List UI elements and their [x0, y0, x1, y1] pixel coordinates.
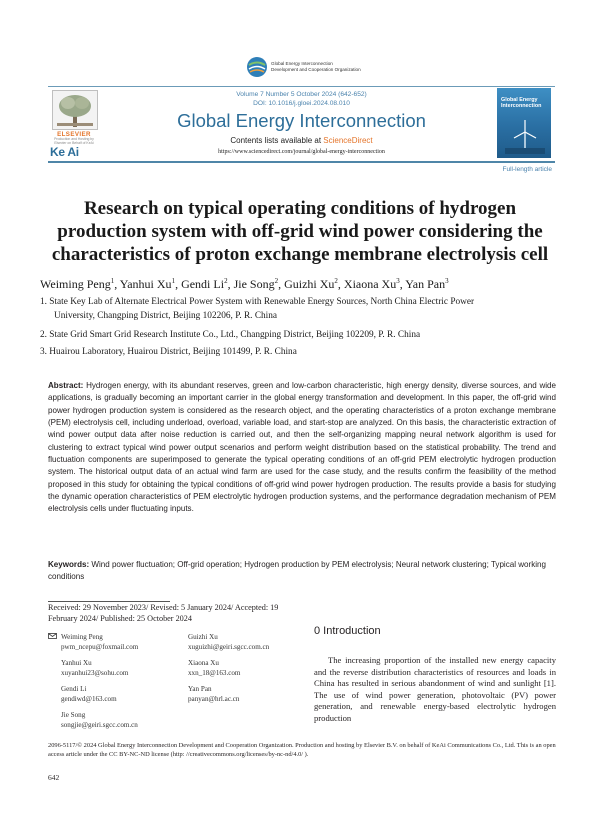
cover-title: Global Energy Interconnection — [501, 97, 542, 109]
contact-email[interactable]: xxn_18@163.com — [188, 669, 241, 677]
doi-line[interactable]: DOI: 10.1016/j.gloei.2024.08.010 — [253, 99, 350, 107]
header-bottom-rule — [48, 161, 555, 163]
author-affiliation-marker: 2 — [274, 277, 279, 285]
page-number: 642 — [48, 773, 60, 782]
contact-entry — [188, 632, 269, 652]
contents-available — [110, 136, 493, 145]
author-name: Yanhui Xu — [119, 277, 172, 291]
author-affiliation-marker: 3 — [445, 277, 449, 285]
elsevier-tree-icon — [52, 90, 98, 130]
contact-email[interactable]: xuyanhui23@sohu.com — [61, 669, 129, 677]
abstract-label: Abstract: — [48, 381, 84, 390]
affiliation-1 — [40, 296, 560, 323]
article-type: Full-length article — [502, 166, 552, 173]
contents-prefix: Contents lists available at — [230, 136, 324, 145]
contact-entry — [188, 684, 239, 704]
journal-cover-image — [497, 88, 551, 158]
contact-entry — [61, 684, 117, 704]
contact-email[interactable]: panyan@hrl.ac.cn — [188, 695, 240, 703]
keywords — [48, 559, 556, 584]
contact-entry — [61, 710, 138, 730]
author-affiliation-marker: 3 — [396, 277, 400, 285]
contact-name: Yanhui Xu — [61, 659, 92, 667]
author-affiliation-marker: 1 — [110, 277, 115, 285]
affiliation-1-line2: University, Changping District, Beijing 102206, P. R. China — [54, 310, 278, 321]
publication-dates: Received: 29 November 2023/ Revised: 5 January 2024/ Accepted: 19 February 2024/ Published: 25 October 2024 — [48, 603, 279, 623]
contact-name: Gendi Li — [61, 685, 87, 693]
author-name: Yan Pan — [405, 277, 446, 291]
contact-email[interactable]: xuguizhi@geiri.sgcc.com.cn — [188, 643, 270, 651]
author-name: Jie Song — [233, 277, 275, 291]
contact-name: Yan Pan — [188, 685, 212, 693]
keywords-label: Keywords: — [48, 560, 90, 569]
section-heading-introduction: 0 Introduction — [314, 625, 381, 637]
footnote-rule — [48, 601, 170, 602]
affiliation-1-line1: 1. State Key Lab of Alternate Electrical Power System with Renewable Energy Sources, North China Electric Power — [40, 297, 475, 307]
author-affiliation-marker: 2 — [224, 277, 228, 285]
license-notice: 2096-5117/© 2024 Global Energy Interconnection Development and Cooperation Organization. Production and hosting by Elsevier B.V. on behalf of KeAi Communications Co., Ltd. This is an open access article under the CC BY-NC-ND license (http: //creativecommons.org/licenses/by-nc-nd/4.0/ ). — [48, 742, 556, 758]
keai-logo: Ke Ai — [50, 145, 79, 159]
author-affiliation-marker: 2 — [334, 277, 338, 285]
journal-title: Global Energy Interconnection — [177, 110, 426, 131]
article-title: Research on typical operating conditions of hydrogen production system with off-grid wind power considering the characteristics of proton exchange membrane electrolysis cell — [51, 198, 549, 265]
contact-name: Guizhi Xu — [188, 633, 218, 641]
org-name-line2: Development and Cooperation Organization — [271, 67, 361, 72]
volume-line: Volume 7 Number 5 October 2024 (642-652) — [236, 91, 367, 98]
mail-icon — [48, 633, 57, 639]
elsevier-tagline: Production and Hosting by Elsevier on Behalf of KeAi — [54, 137, 94, 145]
wind-turbine-icon — [505, 118, 545, 154]
contact-email[interactable]: gendiwd@163.com — [61, 695, 117, 703]
contact-name: Weiming Peng — [61, 633, 103, 641]
contact-entry — [61, 632, 138, 652]
header-top-rule — [48, 86, 555, 87]
author-name: Guizhi Xu — [284, 277, 335, 291]
affiliation-3: 3. Huairou Laboratory, Huairou District, Beijing 101499, P. R. China — [40, 347, 297, 357]
journal-url[interactable]: https://www.sciencedirect.com/journal/global-energy-interconnection — [218, 149, 385, 155]
contact-entry — [188, 658, 240, 678]
author-list: Weiming Peng$^1$, Yanhui Xu$^1$, Gendi Li$^2$, Jie Song$^2$, Guizhi Xu$^2$, Xiaona Xu$^3$, Yan Pan$^3$ — [40, 277, 449, 291]
keywords-text: Wind power fluctuation; Off-grid operation; Hydrogen production by PEM electrolysis; Neural network clustering; Typical working conditions — [48, 560, 546, 582]
abstract — [48, 380, 556, 516]
abstract-text: Hydrogen energy, with its abundant reserves, green and low-carbon characteristic, high energy density, diverse sources, and wide applications, is gradually becoming an important carrier in the global energy transformation and development. In this paper, the off-grid wind power hydrogen production system is considered as the research object, and the operating characteristics of a proton exchange membrane (PEM) electrolysis cell, including underload, overload, variable load, and start-stop are analyzed. On this basis, the characteristic extraction of wind power output data after noise reduction is carried out, and then the self-organizing mapping neural network algorithm is used for clustering to extract typical wind power output scenarios and perform weight distribution based on the statistical probability. The trend and fluctuation components are superimposed to generate the typical operating conditions of an off-grid PEM electrolytic hydrogen production system. The historical output data of an actual wind farm are used for the case study, and the results confirm the feasibility of the method proposed in this study for obtaining the typical conditions of off-grid wind power hydrogen production. The results provide a basis for studying the dynamic operation characteristics of PEM electrolytic hydrogen production systems, and the performance degradation mechanism of PEM electrolysis cells under fluctuating inputs. — [48, 381, 556, 514]
sciencedirect-link[interactable]: ScienceDirect — [323, 136, 373, 145]
affiliation-2: 2. State Grid Smart Grid Research Institute Co., Ltd., Changping District, Beijing 102209, P. R. China — [40, 330, 421, 340]
contact-name: Jie Song — [61, 711, 86, 719]
org-logo-block — [246, 56, 361, 78]
globe-logo-icon — [246, 56, 268, 78]
org-name-line1: Global Energy Interconnection — [271, 61, 333, 67]
contact-email[interactable]: songjie@geiri.sgcc.com.cn — [61, 721, 138, 729]
introduction-paragraph: The increasing proportion of the installed new energy capacity and the reverse distribution characteristics of resources and loads in China has resulted in serious abandonment of wind and sunlight [1]. The use of wind power generation, photovoltaic (PV) power generation, and renewable energy-based electrolytic hydrogen production — [314, 655, 556, 723]
author-name: Gendi Li — [181, 277, 225, 291]
journal-issue-info — [110, 91, 493, 108]
contact-name: Xiaona Xu — [188, 659, 219, 667]
elsevier-wordmark: ELSEVIER — [57, 131, 91, 138]
author-name: Weiming Peng — [40, 277, 111, 291]
author-affiliation-marker: 1 — [171, 277, 176, 285]
contact-email[interactable]: pwm_ncepu@foxmail.com — [61, 643, 139, 651]
author-name: Xiaona Xu — [343, 277, 397, 291]
contact-entry — [61, 658, 128, 678]
